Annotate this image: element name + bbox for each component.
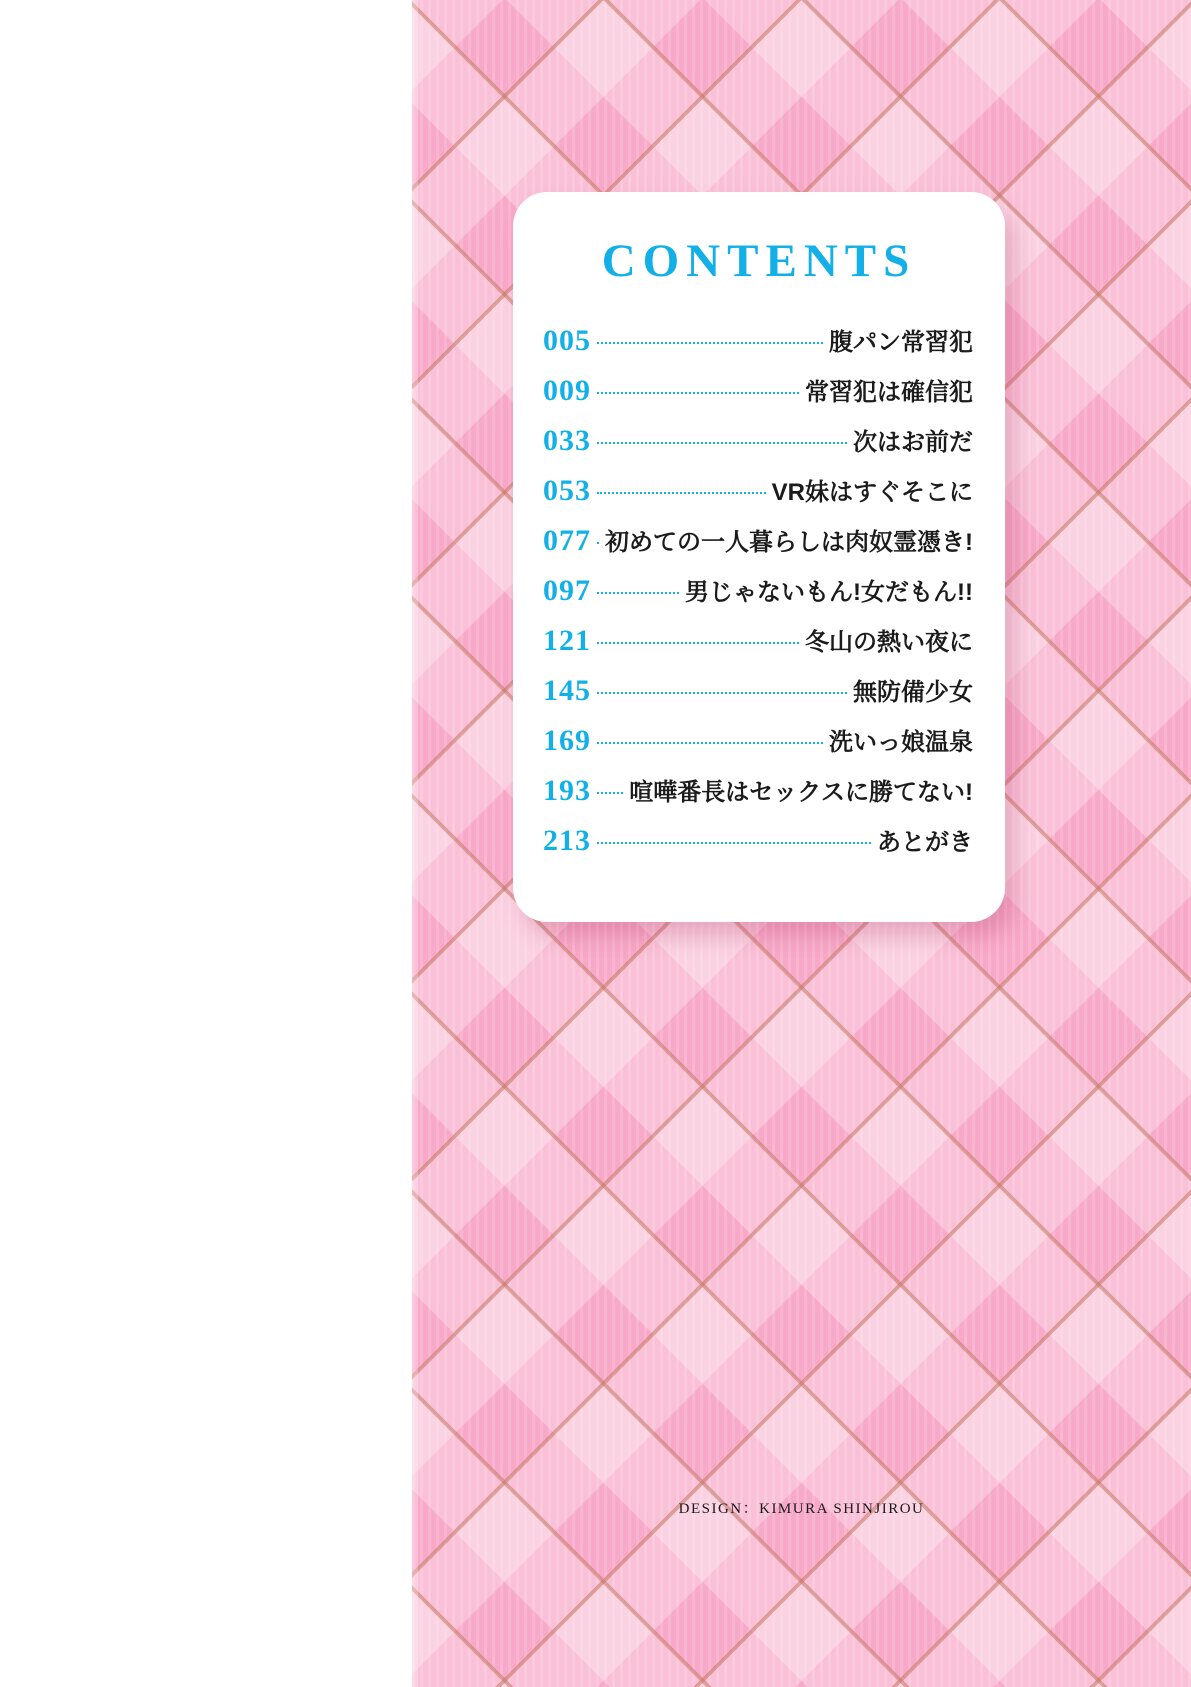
toc-page-number: 077 (543, 524, 591, 557)
toc-entry[interactable] (543, 722, 973, 772)
toc-entry[interactable] (543, 672, 973, 722)
toc-entry-title: 初めての一人暮らしは肉奴霊憑き! (605, 529, 973, 556)
toc-entry-title: VR妹はすぐそこに (771, 479, 973, 506)
left-white-margin (0, 0, 412, 1687)
toc-page-number: 213 (543, 824, 591, 857)
toc-entry-title: 腹パン常習犯 (829, 329, 973, 356)
toc-page-number: 033 (543, 424, 591, 457)
toc-entry-title: 喧嘩番長はセックスに勝てない! (629, 779, 973, 806)
toc-leader-dots (597, 730, 823, 750)
toc-page-number: 121 (543, 624, 591, 657)
toc-leader-dots (597, 330, 823, 350)
contents-card (513, 192, 1005, 922)
toc-leader-dots (597, 430, 847, 450)
toc-leader-dots (597, 830, 871, 850)
toc-page-number: 005 (543, 324, 591, 357)
toc-page-number: 169 (543, 724, 591, 757)
toc-entry[interactable] (543, 822, 973, 872)
toc-page-number: 097 (543, 574, 591, 607)
toc-leader-dots (597, 580, 679, 600)
toc-entry-title: 常習犯は確信犯 (805, 379, 973, 406)
toc-page-number: 193 (543, 774, 591, 807)
toc-entry[interactable] (543, 322, 973, 372)
table-of-contents (543, 322, 973, 872)
toc-leader-dots (597, 630, 799, 650)
toc-entry[interactable] (543, 422, 973, 472)
toc-page-number: 009 (543, 374, 591, 407)
toc-entry[interactable] (543, 522, 973, 572)
design-credit: DESIGN：KIMURA SHINJIROU (678, 1501, 925, 1517)
toc-leader-dots (597, 480, 766, 500)
toc-leader-dots (597, 780, 623, 800)
toc-page-number: 053 (543, 474, 591, 507)
page-title: CONTENTS (601, 235, 917, 287)
toc-entry-title: 男じゃないもん!女だもん!! (685, 579, 973, 606)
toc-entry-title: 無防備少女 (853, 679, 973, 706)
toc-entry[interactable] (543, 572, 973, 622)
toc-leader-dots (597, 530, 599, 550)
toc-leader-dots (597, 680, 847, 700)
toc-leader-dots (597, 380, 799, 400)
toc-entry-title: 冬山の熱い夜に (805, 629, 973, 656)
toc-entry[interactable] (543, 372, 973, 422)
toc-page-number: 145 (543, 674, 591, 707)
toc-entry[interactable] (543, 472, 973, 522)
plaid-left-edge (412, 0, 418, 1687)
toc-entry-title: 次はお前だ (853, 429, 973, 456)
toc-entry[interactable] (543, 622, 973, 672)
toc-entry-title: あとがき (877, 829, 973, 856)
toc-entry[interactable] (543, 772, 973, 822)
toc-entry-title: 洗いっ娘温泉 (829, 729, 973, 756)
